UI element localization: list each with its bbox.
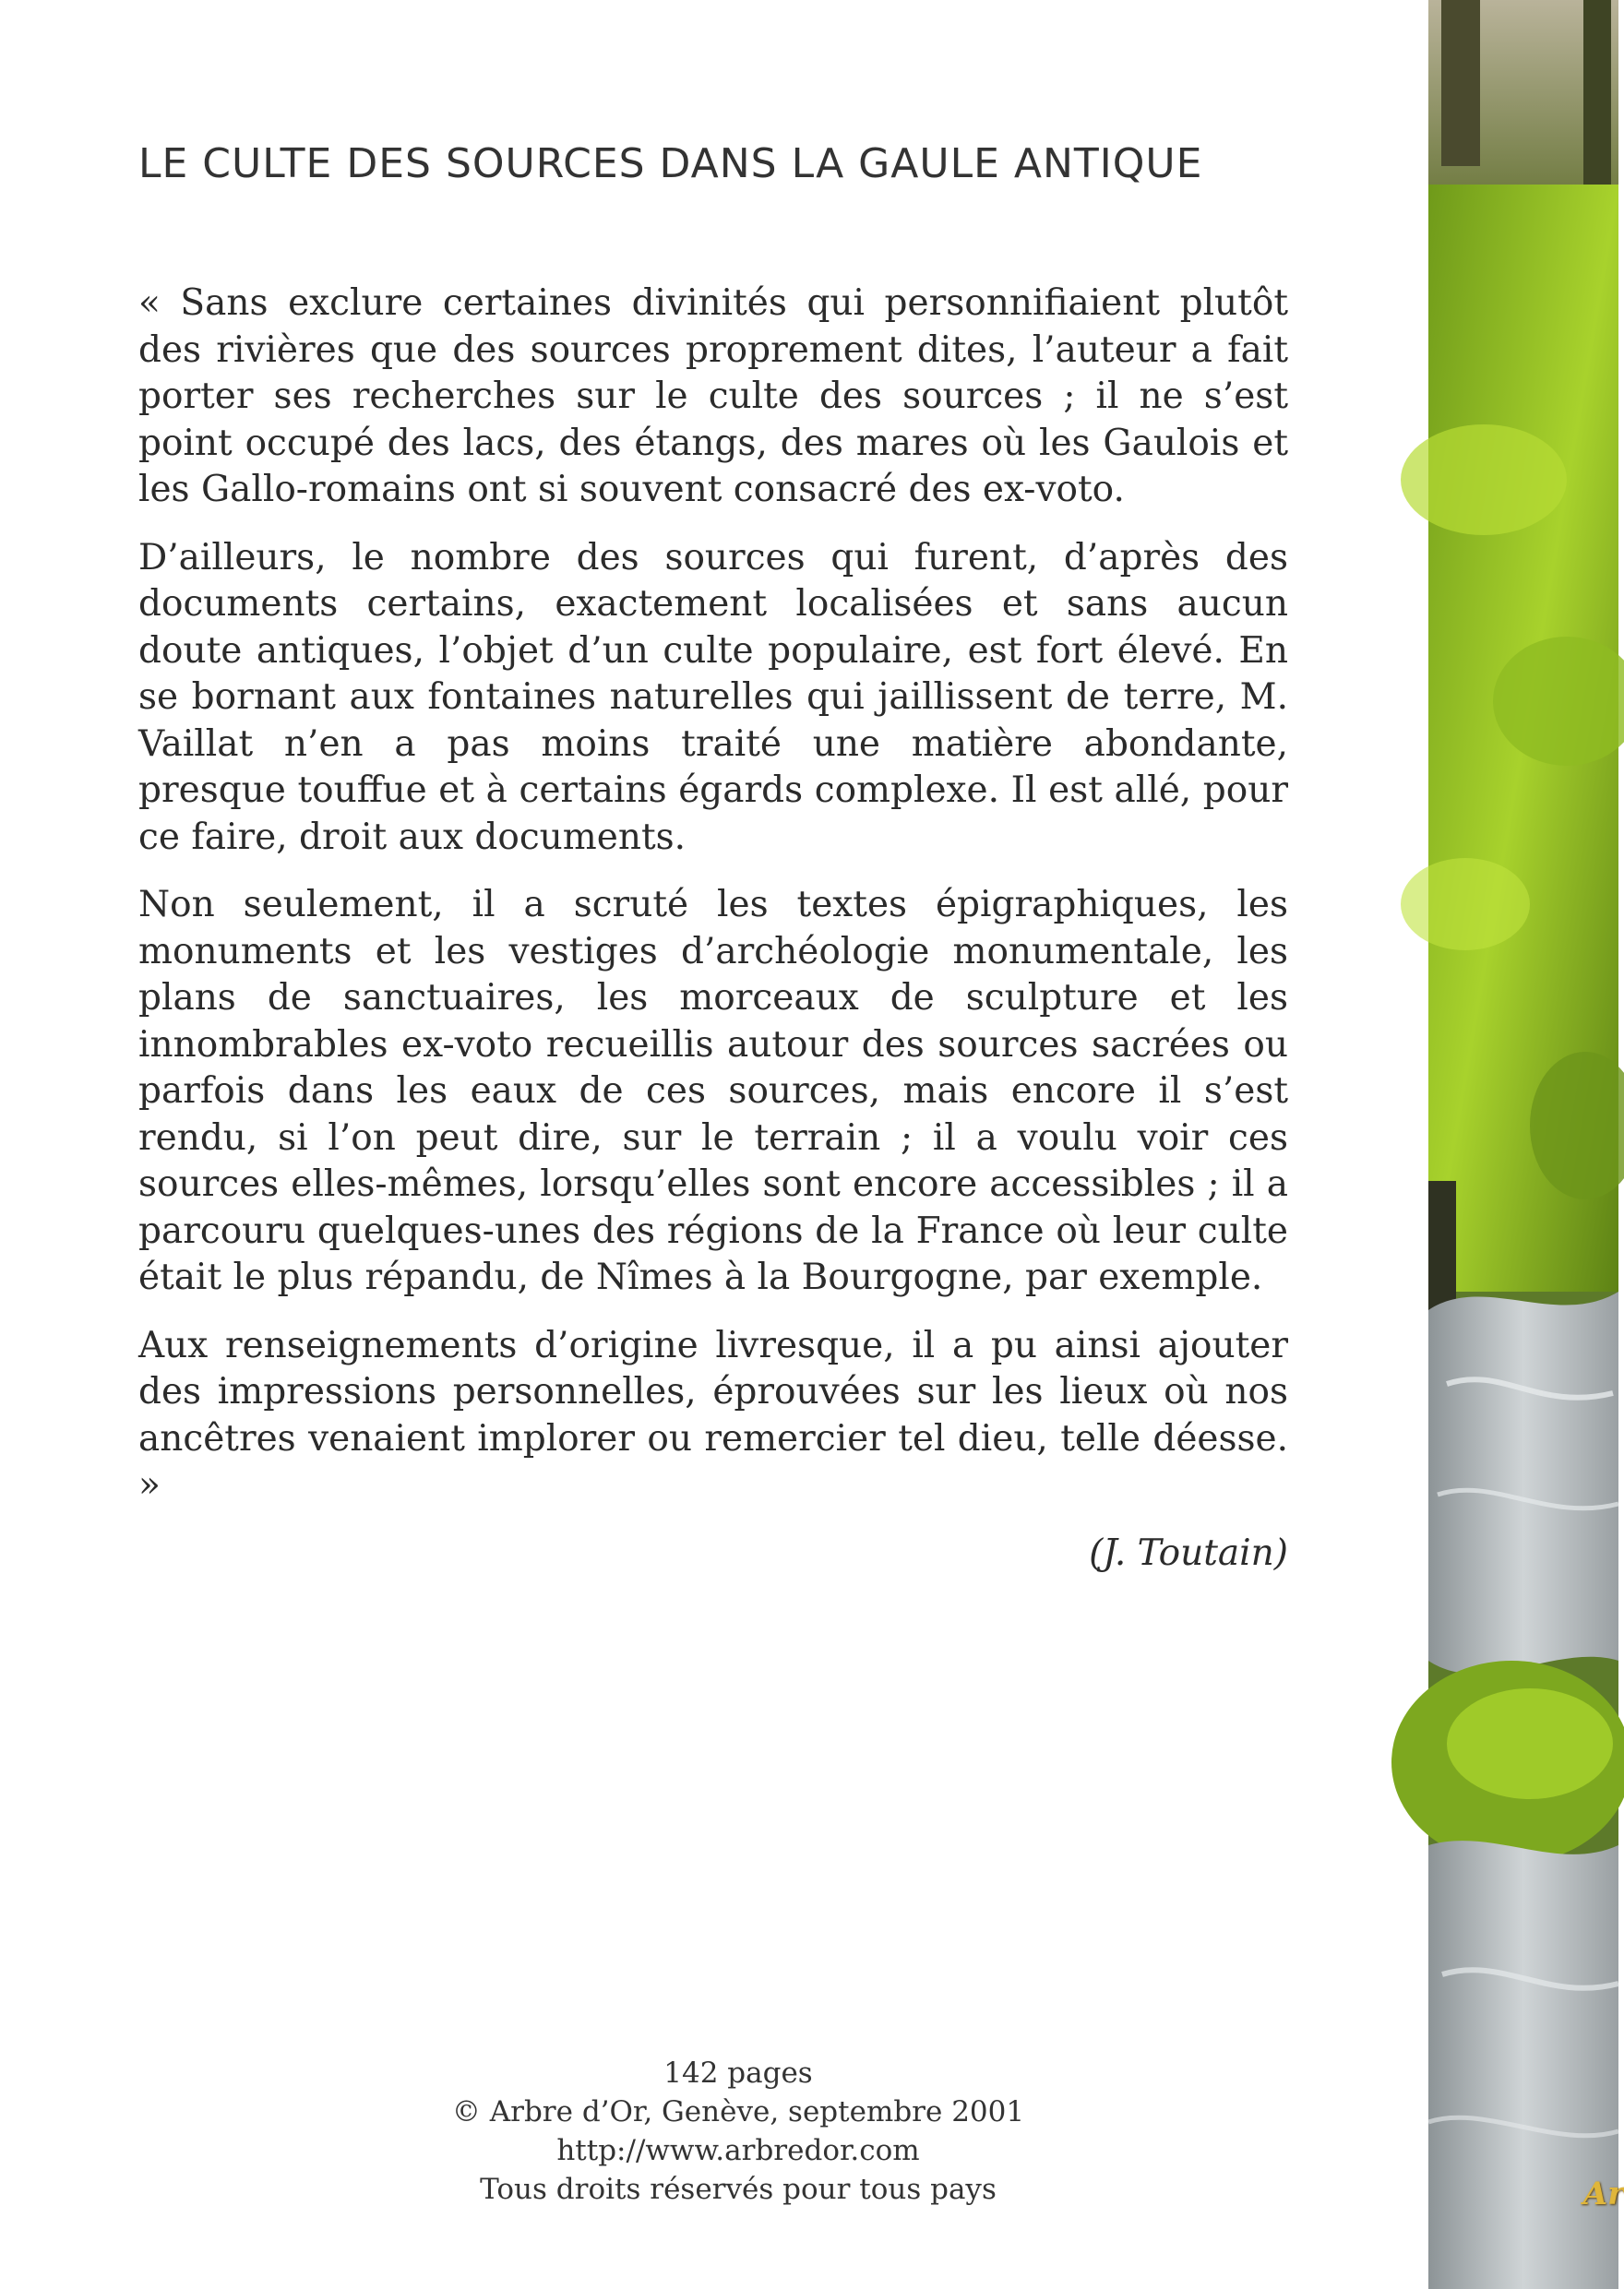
- mossy-stream-photo: [1428, 0, 1618, 2289]
- page-count: 142 pages: [663, 2057, 813, 2090]
- cover-photo-strip: [1428, 0, 1624, 2289]
- rights-notice: Tous droits réservés pour tous pays: [480, 2173, 997, 2206]
- paragraph-1: « Sans exclure certaines divinités qui personnifiaient plutôt des rivières que des sources proprement dites, l’auteur a fait porter ses recherches sur le culte des sources ; il ne s’est point occupé des lacs, des étangs, des mares où les Gaulois et les Gallo-romains ont si souvent consacré des ex-voto.: [138, 282, 1288, 510]
- website-url: http://www.arbredor.com: [556, 2134, 920, 2167]
- paragraph-3: Non seulement, il a scruté les textes épigraphiques, les monuments et les vestiges d’archéologie monumentale, les plans de sanctuaires, les morceaux de sculpture et les innombrables ex-voto recueillis autour des sources sacrées ou parfois dans les eaux de ces sources, mais encore il s’est rendu, si l’on peut dire, sur le terrain ; il a voulu voir ces sources elles-mêmes, lorsqu’elles sont encore accessibles ; il a parcouru quelques-unes des régions de la France où leur culte était le plus répandu, de Nîmes à la Bourgogne, par exemple.: [138, 884, 1288, 1298]
- paragraph-4: Aux renseignements d’origine livresque, il a pu ainsi ajouter des impressions personnelles, éprouvées sur les lieux où nos ancêtres venaient implorer ou remercier tel dieu, telle déesse. »: [138, 1324, 1288, 1506]
- colophon: [277, 2054, 1200, 2209]
- page-title: LE CULTE DES SOURCES DANS LA GAULE ANTIQUE: [138, 140, 1203, 187]
- copyright-line: © Arbre d’Or, Genève, septembre 2001: [451, 2095, 1025, 2128]
- author-signature: (J. Toutain): [1089, 1532, 1288, 1574]
- body-text: [138, 280, 1288, 1598]
- paragraph-2: D’ailleurs, le nombre des sources qui furent, d’après des documents certains, exactement localisées et sans aucun doute antiques, l’objet d’un culte populaire, est fort élevé. En se bornant aux fontaines naturelles qui jaillissent de terre, M. Vaillat n’en a pas moins traité une matière abondante, presque touffue et à certains égards complexe. Il est allé, pour ce faire, droit aux documents.: [138, 536, 1288, 858]
- publisher-logo-fragment: Ar: [1582, 2176, 1624, 2212]
